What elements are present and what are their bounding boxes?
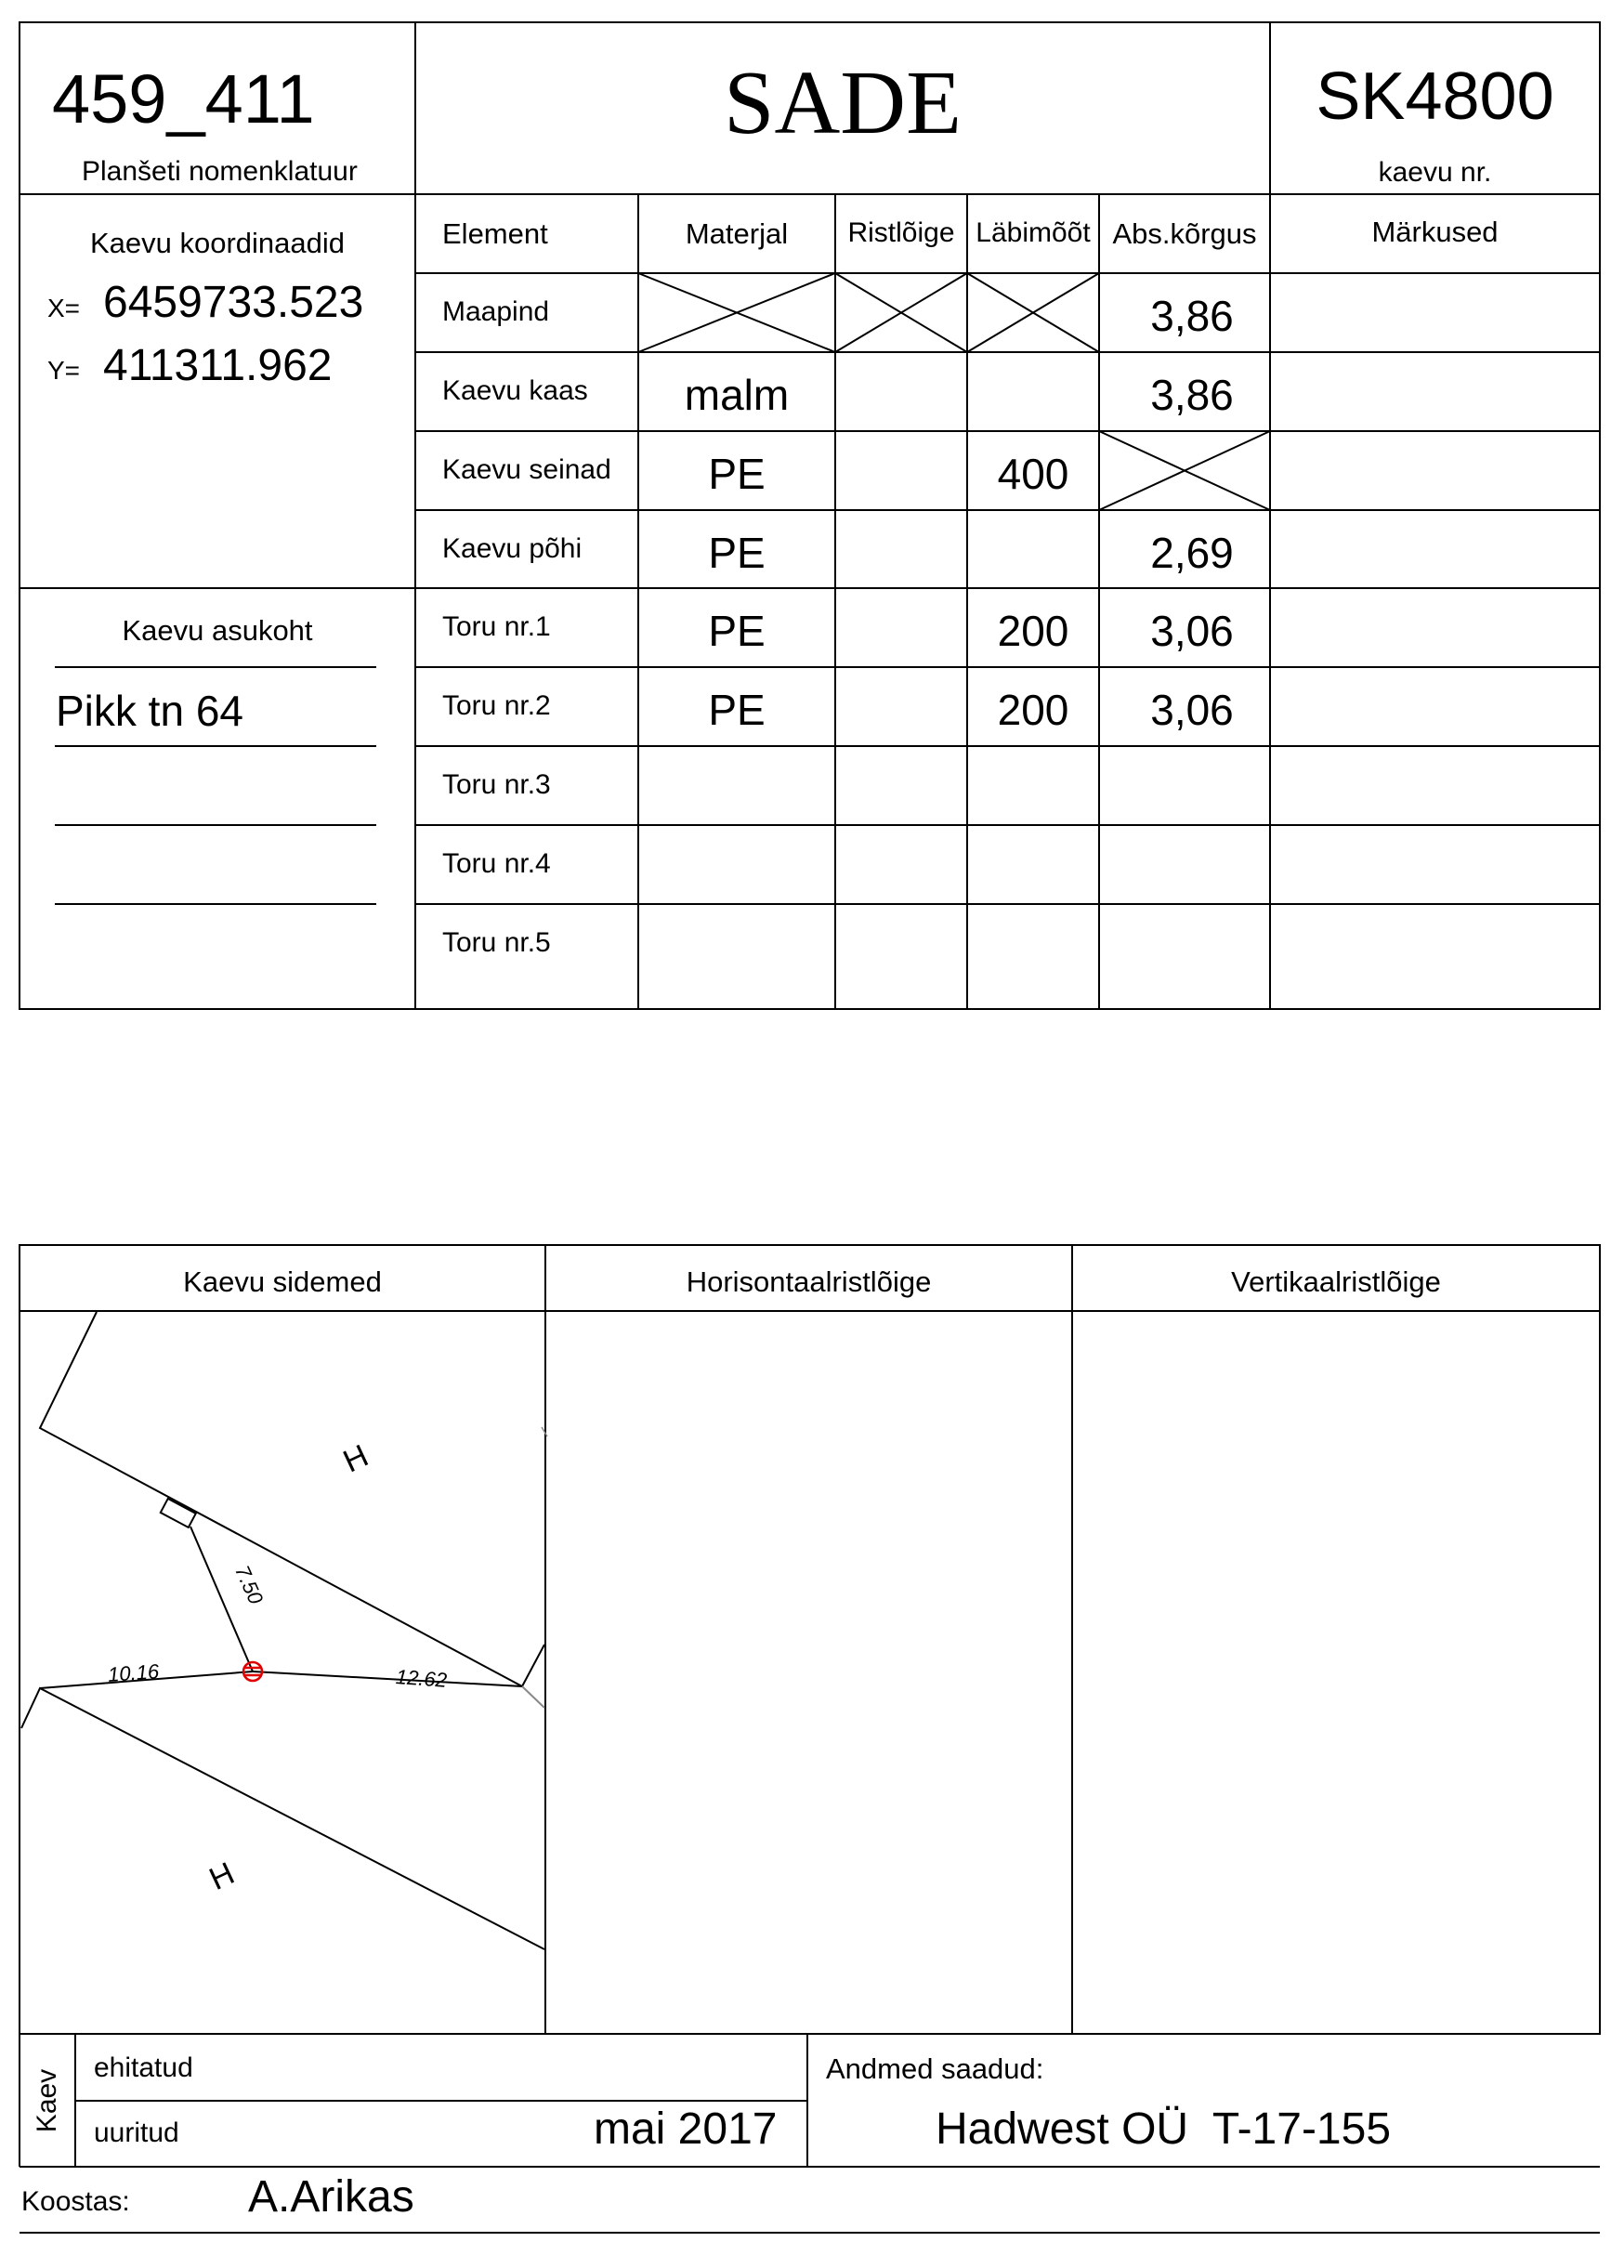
x-value: 6459733.523	[103, 278, 364, 327]
row-element: Maapind	[442, 296, 550, 327]
row-material: malm	[684, 371, 790, 419]
row-material: PE	[708, 607, 766, 655]
building-outline-lower	[21, 1688, 544, 1949]
surveyed-label: uuritud	[94, 2117, 179, 2148]
building-marker-1: H	[337, 1437, 374, 1480]
col-header-cross-section: Ristlõige	[847, 217, 955, 248]
row-elevation: 3,06	[1150, 686, 1234, 734]
row-element: Kaevu põhi	[442, 533, 583, 564]
footer-side-label: Kaev	[32, 2068, 62, 2133]
col-header-notes: Märkused	[1371, 216, 1499, 248]
data-source: Hadwest OÜ T-17-155	[936, 2104, 1392, 2154]
built-label: ehitatud	[94, 2052, 193, 2083]
row-element: Toru nr.2	[442, 690, 551, 721]
col-header-material: Materjal	[685, 217, 789, 250]
building-outline-upper	[40, 1312, 522, 1686]
surveyed-date: mai 2017	[594, 2104, 778, 2154]
row-diameter: 400	[997, 450, 1069, 498]
row-element: Toru nr.1	[442, 611, 551, 642]
y-label: Y=	[47, 356, 81, 385]
row-elevation: 3,86	[1150, 292, 1234, 340]
row-element: Toru nr.5	[442, 927, 551, 958]
building-marker-2: H	[203, 1855, 241, 1898]
location-label: Kaevu asukoht	[122, 614, 313, 647]
row-material: PE	[708, 686, 766, 734]
row-diameter: 200	[997, 607, 1069, 655]
data-source-label: Andmed saadud:	[826, 2052, 1044, 2085]
row-elevation: 2,69	[1150, 529, 1234, 577]
site-sketch	[21, 1312, 547, 1949]
sheet-label: Planšeti nomenklatuur	[82, 156, 358, 187]
row-material: PE	[708, 450, 766, 498]
tie-distance-1: 7.50	[230, 1561, 268, 1608]
sheet-number: 459_411	[52, 60, 315, 138]
row-element: Toru nr.4	[442, 848, 551, 879]
author-label: Koostas:	[21, 2186, 130, 2217]
col-header-diameter: Läbimõõt	[976, 217, 1091, 248]
row-element: Toru nr.3	[442, 769, 551, 800]
page-title: SADE	[724, 53, 962, 153]
col-header-elevation: Abs.kõrgus	[1112, 217, 1257, 250]
tie-distance-3: 12.62	[395, 1665, 448, 1692]
row-diameter: 200	[997, 686, 1069, 734]
row-element: Kaevu seinad	[442, 454, 611, 485]
author-name: A.Arikas	[248, 2172, 414, 2222]
tie-line-3	[253, 1672, 522, 1686]
row-elevation: 3,06	[1150, 607, 1234, 655]
y-value: 411311.962	[103, 341, 333, 390]
row-elevation: 3,86	[1150, 371, 1234, 419]
drawings-frame	[20, 1245, 1600, 2034]
location-address: Pikk tn 64	[56, 687, 243, 735]
ties-panel-title: Kaevu sidemed	[183, 1265, 382, 1298]
col-header-element: Element	[442, 217, 548, 250]
tie-distance-2: 10.16	[107, 1659, 160, 1686]
well-label: kaevu nr.	[1378, 157, 1492, 188]
horizontal-section-title: Horisontaalristlõige	[686, 1265, 932, 1298]
vertical-section-title: Vertikaalristlõige	[1231, 1265, 1441, 1298]
well-number: SK4800	[1316, 59, 1554, 134]
row-element: Kaevu kaas	[442, 375, 588, 406]
coordinates-label: Kaevu koordinaadid	[89, 227, 346, 259]
row-material: PE	[708, 529, 766, 577]
x-label: X=	[47, 294, 81, 322]
